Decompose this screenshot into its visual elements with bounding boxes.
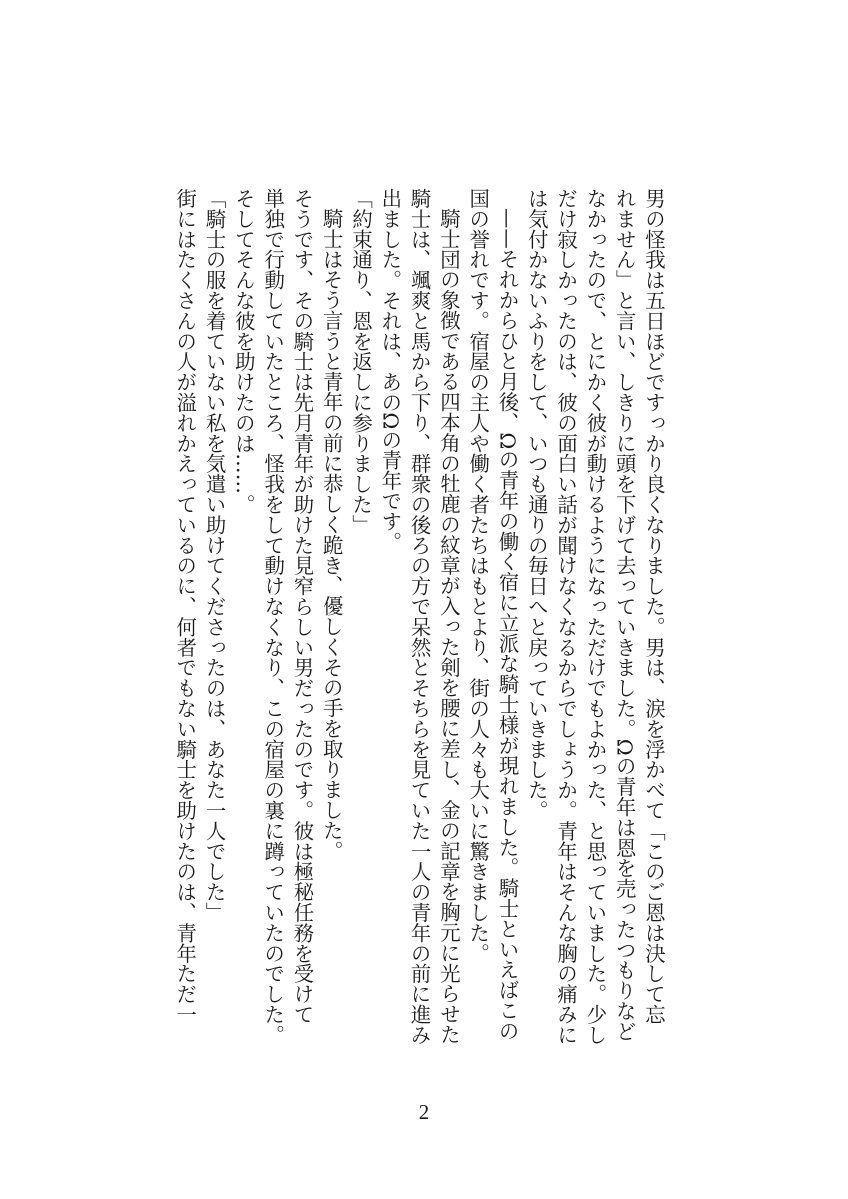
text-line: れません」と言い、しきりに頭を下げて去っていきました。Ωの青年は恩を売ったつもりなど xyxy=(612,188,637,1042)
text-line: なかったので、とにかく彼が動けるようになっただけでもよかった、と思っていました。少し xyxy=(583,188,608,1045)
text-line: 街にはたくさんの人が溢れかえっているのに、何者でもない騎士を助けたのは、青年ただ一 xyxy=(173,188,198,1025)
text-line: 出ました。それは、あのΩの青年です。 xyxy=(378,188,403,552)
text-line: 騎士は、颯爽と馬から下り、群衆の後ろの方で呆然とそちらを見ていた一人の青年の前に進み xyxy=(407,188,432,1045)
text-line: ——それからひと月後、Ωの青年の働く宿に立派な騎士様が現れました。騎士といえばこの xyxy=(495,208,520,1042)
text-line: は気付かないふりをして、いつも通りの毎日へと戻っていきました。 xyxy=(524,188,549,821)
dialogue-line: 「騎士の服を着ていない私を気遣い助けてくださったのは、あなた一人でした」 xyxy=(202,188,227,923)
text-line: 男の怪我は五日ほどですっかり良くなりました。男は、涙を浮かべて「このご恩は決して忘 xyxy=(642,188,666,1025)
text-line: 騎士はそう言うと青年の前に恭しく跪き、優しくその手を取りました。 xyxy=(319,208,344,862)
text-line: 騎士団の象徴である四本角の牡鹿の紋章が入った剣を腰に差し、金の記章を胸元に光らせた xyxy=(436,208,461,1045)
page-number: 2 xyxy=(418,1100,430,1124)
body-text xyxy=(170,188,668,1060)
text-line: 国の誉れです。宿屋の主人や働く者たちはもとより、街の人々も大いに驚きました。 xyxy=(466,188,491,964)
dialogue-line: 「約束通り、恩を返しに参りました」 xyxy=(349,188,374,535)
text-line: そうです、その騎士は先月青年が助けた見窄らしい男だったのです。彼は極秘任務を受けて xyxy=(290,188,315,1025)
text-line: だけ寂しかったのは、彼の面白い話が聞けなくなるからでしょうか。青年はそんな胸の痛みに xyxy=(554,188,579,1045)
text-line: 単独で行動していたところ、怪我をして動けなくなり、この宿屋の裏に蹲っていたのでした。 xyxy=(261,188,286,1045)
text-line: そしてそんな彼を助けたのは……。 xyxy=(231,188,256,515)
